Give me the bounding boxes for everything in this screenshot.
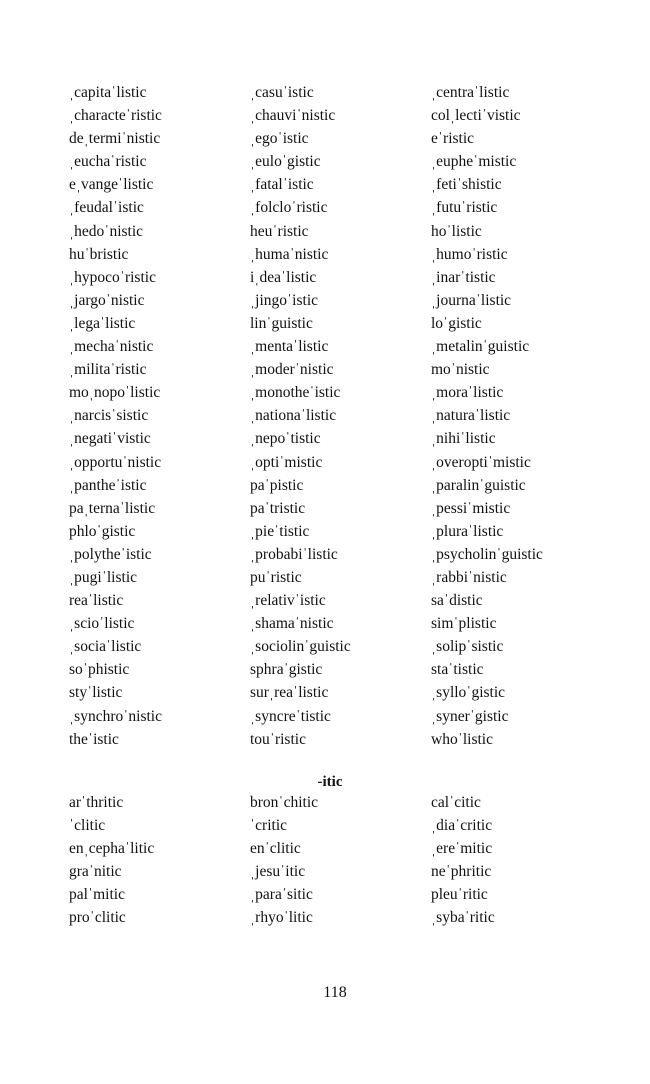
word-row — [0, 791, 650, 814]
word-entry: ˌcapitaˈlistic — [69, 84, 147, 101]
word-row — [0, 681, 650, 704]
word-entry: surˌreaˈlistic — [250, 684, 329, 702]
word-entry: ˌnarcisˈsistic — [69, 407, 149, 425]
itic-word-list — [0, 791, 650, 930]
word-entry: ˌegoˈistic — [250, 130, 309, 148]
word-row — [0, 150, 650, 173]
word-entry: ˌsynerˈgistic — [431, 707, 509, 725]
word-entry: ˌsynchroˈnistic — [69, 707, 162, 725]
word-entry: ˌhypocoˈristic — [69, 268, 156, 286]
word-row — [0, 566, 650, 589]
word-row — [0, 635, 650, 658]
word-entry: neˈphritic — [431, 863, 492, 881]
word-entry: ˌhumaˈnistic — [250, 245, 329, 263]
word-entry: ˌmechaˈnistic — [69, 338, 154, 356]
word-entry: ˌpantheˈistic — [69, 476, 147, 494]
word-entry: moˈnistic — [431, 361, 490, 379]
word-entry: ˌpessiˈmistic — [431, 499, 511, 517]
word-row — [0, 589, 650, 612]
word-row — [0, 381, 650, 404]
word-row — [0, 612, 650, 635]
word-row — [0, 127, 650, 150]
word-entry: ˌopportuˈnistic — [69, 453, 162, 471]
word-entry: enˈclitic — [250, 840, 301, 858]
word-row — [0, 906, 650, 929]
word-row — [0, 81, 650, 104]
word-entry: reaˈlistic — [69, 592, 124, 610]
word-row — [0, 860, 650, 883]
word-entry: bronˈchitic — [250, 794, 319, 811]
word-entry: ˌdiaˈcritic — [431, 817, 493, 835]
word-row — [0, 220, 650, 243]
word-entry: ˌfetiˈshistic — [431, 176, 502, 194]
word-row — [0, 335, 650, 358]
word-entry: arˈthritic — [69, 794, 124, 811]
word-entry: phloˈgistic — [69, 522, 136, 540]
word-entry: ˌmetalinˈguistic — [431, 338, 530, 356]
word-entry: sphraˈgistic — [250, 661, 323, 679]
word-entry: ˌjingoˈistic — [250, 291, 319, 309]
word-entry: graˈnitic — [69, 863, 122, 881]
word-entry: eˌvangeˈlistic — [69, 176, 154, 194]
word-entry: ˌmentaˈlistic — [250, 338, 329, 356]
word-entry: ˌnaturaˈlistic — [431, 407, 511, 425]
word-entry: soˈphistic — [69, 661, 130, 679]
word-row — [0, 658, 650, 681]
word-entry: ˌsylloˈgistic — [431, 684, 506, 702]
section-heading-itic — [0, 772, 650, 792]
word-row — [0, 404, 650, 427]
word-entry: iˌdeaˈlistic — [250, 268, 317, 286]
word-row — [0, 883, 650, 906]
word-entry: ˌeuchaˈristic — [69, 153, 147, 171]
word-entry: colˌlectiˈvistic — [431, 107, 521, 125]
word-row — [0, 358, 650, 381]
word-row — [0, 728, 650, 751]
word-row — [0, 243, 650, 266]
istic-word-list — [0, 81, 650, 751]
word-entry: ˌcharacteˈristic — [69, 107, 162, 125]
word-entry: whoˈlistic — [431, 730, 493, 748]
word-entry: ˌmoraˈlistic — [431, 384, 504, 402]
word-entry: hoˈlistic — [431, 222, 482, 240]
word-entry: ˌfolcloˈristic — [250, 199, 328, 217]
word-entry: ˌnationaˈlistic — [250, 407, 337, 425]
word-entry: ˌhedoˈnistic — [69, 222, 144, 240]
word-entry: ˌpieˈtistic — [250, 522, 310, 540]
word-row — [0, 173, 650, 196]
word-entry: pleuˈritic — [431, 886, 488, 904]
word-row — [0, 520, 650, 543]
word-entry: proˈclitic — [69, 909, 126, 927]
word-entry: paˈtristic — [250, 499, 306, 517]
word-entry: ˌmilitaˈristic — [69, 361, 147, 379]
word-entry: ˌparaˈsitic — [250, 886, 313, 904]
word-entry: simˈplistic — [431, 615, 497, 633]
word-entry: ˌjournaˈlistic — [431, 291, 512, 309]
word-row — [0, 427, 650, 450]
word-row — [0, 543, 650, 566]
word-entry: ˌpsycholinˈguistic — [431, 545, 543, 563]
word-entry: ˌlegaˈlistic — [69, 314, 136, 332]
word-entry: ˌmoderˈnistic — [250, 361, 334, 379]
word-entry: ˌsociaˈlistic — [69, 638, 142, 656]
word-row — [0, 837, 650, 860]
page-number-text: 118 — [323, 984, 347, 1001]
word-row — [0, 266, 650, 289]
word-entry: ˌmonotheˈistic — [250, 384, 341, 402]
word-entry: ˌrabbiˈnistic — [431, 568, 507, 586]
word-entry: ˌsolipˈsistic — [431, 638, 504, 656]
word-entry: saˈdistic — [431, 592, 483, 610]
word-entry: ˌpluraˈlistic — [431, 522, 504, 540]
word-entry: ˌsybaˈritic — [431, 909, 495, 927]
word-entry: eˈristic — [431, 130, 475, 148]
word-entry: puˈristic — [250, 568, 302, 586]
word-entry: enˌcephaˈlitic — [69, 840, 155, 858]
word-row — [0, 705, 650, 728]
word-entry: ˌsyncreˈtistic — [250, 707, 331, 725]
word-entry: ˌprobabiˈlistic — [250, 545, 338, 563]
word-entry: ˌhumoˈristic — [431, 245, 508, 263]
word-entry: ˌeupheˈmistic — [431, 153, 517, 171]
word-entry: paˈpistic — [250, 476, 304, 494]
word-entry: linˈguistic — [250, 314, 313, 332]
word-entry: ˌrhyoˈlitic — [250, 909, 313, 927]
word-entry: deˌtermiˈnistic — [69, 130, 161, 148]
word-row — [0, 312, 650, 335]
section-heading-text: -itic — [317, 774, 343, 790]
word-entry: ˌnegatiˈvistic — [69, 430, 151, 448]
word-entry: ˌinarˈtistic — [431, 268, 496, 286]
word-entry: ˌchauviˈnistic — [250, 107, 336, 125]
word-entry: ˌfatalˈistic — [250, 176, 314, 194]
word-entry: ˌeuloˈgistic — [250, 153, 321, 171]
word-entry: touˈristic — [250, 730, 306, 748]
word-row — [0, 289, 650, 312]
word-entry: ˌereˈmitic — [431, 840, 493, 858]
word-entry: loˈgistic — [431, 314, 482, 332]
word-entry: ˌcasuˈistic — [250, 84, 314, 101]
word-entry: heuˈristic — [250, 222, 309, 240]
word-entry: ˌoptiˈmistic — [250, 453, 323, 471]
word-entry: ˌparalinˈguistic — [431, 476, 526, 494]
word-row — [0, 814, 650, 837]
word-entry: ˌfeudalˈistic — [69, 199, 144, 217]
word-entry: ˌrelativˈistic — [250, 592, 326, 610]
word-entry: ˌjesuˈitic — [250, 863, 306, 881]
word-entry: ˌpolytheˈistic — [69, 545, 152, 563]
word-row — [0, 451, 650, 474]
word-entry: ˈcritic — [250, 817, 288, 835]
word-entry: palˈmitic — [69, 886, 125, 904]
word-entry: ˌnepoˈtistic — [250, 430, 321, 448]
word-entry: ˌshamaˈnistic — [250, 615, 334, 633]
word-entry: ˌnihiˈlistic — [431, 430, 496, 448]
word-entry: ˌpugiˈlistic — [69, 568, 138, 586]
word-entry: huˈbristic — [69, 245, 129, 263]
word-entry: paˌternaˈlistic — [69, 499, 156, 517]
word-entry: ˌscioˈlistic — [69, 615, 135, 633]
word-row — [0, 104, 650, 127]
word-entry: ˌcentraˈlistic — [431, 84, 510, 101]
word-row — [0, 497, 650, 520]
word-entry: ˌfutuˈristic — [431, 199, 498, 217]
word-row — [0, 474, 650, 497]
word-entry: ˌjargoˈnistic — [69, 291, 145, 309]
word-entry: styˈlistic — [69, 684, 123, 702]
word-entry: moˌnopoˈlistic — [69, 384, 161, 402]
word-entry: ˈclitic — [69, 817, 106, 835]
word-entry: ˌoveroptiˈmistic — [431, 453, 531, 471]
word-row — [0, 196, 650, 219]
word-entry: ˌsociolinˈguistic — [250, 638, 351, 656]
word-entry: calˈcitic — [431, 794, 481, 811]
word-entry: staˈtistic — [431, 661, 484, 679]
word-entry: theˈistic — [69, 730, 119, 748]
page-number — [0, 982, 650, 1004]
